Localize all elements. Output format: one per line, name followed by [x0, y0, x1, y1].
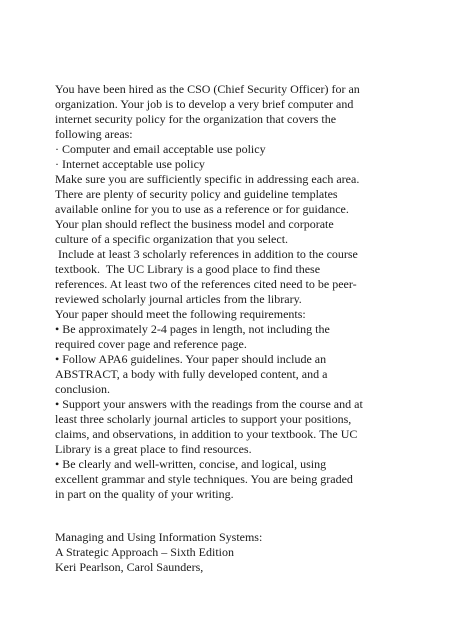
reference-line: Managing and Using Information Systems:	[55, 530, 263, 544]
body-line: Your paper should meet the following requirements:	[55, 307, 306, 321]
body-line: Make sure you are sufficiently specific in addressing each area.	[55, 172, 360, 186]
requirement-line: least three scholarly journal articles to support your positions,	[55, 412, 352, 426]
textbook-reference	[55, 530, 415, 575]
requirement-line: ABSTRACT, a body with fully developed content, and a	[55, 367, 328, 381]
body-line: organization. Your job is to develop a very brief computer and	[55, 97, 354, 111]
requirement-line: • Be approximately 2-4 pages in length, not including the	[55, 322, 330, 336]
body-line: There are plenty of security policy and guideline templates	[55, 187, 338, 201]
requirement-line: required cover page and reference page.	[55, 337, 247, 351]
requirement-line: • Be clearly and well-written, concise, and logical, using	[55, 457, 327, 471]
body-line: Your plan should reflect the business model and corporate	[55, 217, 334, 231]
body-line: Include at least 3 scholarly references in addition to the course	[55, 247, 358, 261]
body-line: You have been hired as the CSO (Chief Security Officer) for an	[55, 82, 360, 96]
body-line: culture of a specific organization that you select.	[55, 232, 289, 246]
requirement-line: excellent grammar and style techniques. You are being graded	[55, 472, 353, 486]
bullet-line: · Computer and email acceptable use policy	[55, 142, 266, 156]
body-line: references. At least two of the references cited need to be peer-	[55, 277, 357, 291]
requirement-line: conclusion.	[55, 382, 110, 396]
bullet-line: · Internet acceptable use policy	[55, 157, 205, 171]
reference-line: A Strategic Approach – Sixth Edition	[55, 545, 234, 559]
body-line: internet security policy for the organization that covers the	[55, 112, 337, 126]
body-line: reviewed scholarly journal articles from the library.	[55, 292, 302, 306]
body-line: textbook. The UC Library is a good place to find these	[55, 262, 321, 276]
body-line: following areas:	[55, 127, 133, 141]
assignment-body-text	[55, 82, 415, 502]
reference-line: Keri Pearlson, Carol Saunders,	[55, 560, 204, 574]
requirement-line: claims, and observations, in addition to your textbook. The UC	[55, 427, 358, 441]
requirement-line: • Follow APA6 guidelines. Your paper should include an	[55, 352, 327, 366]
requirement-line: Library is a great place to find resources.	[55, 442, 252, 456]
requirement-line: • Support your answers with the readings from the course and at	[55, 397, 363, 411]
requirement-line: in part on the quality of your writing.	[55, 487, 234, 501]
body-line: available online for you to use as a reference or for guidance.	[55, 202, 349, 216]
